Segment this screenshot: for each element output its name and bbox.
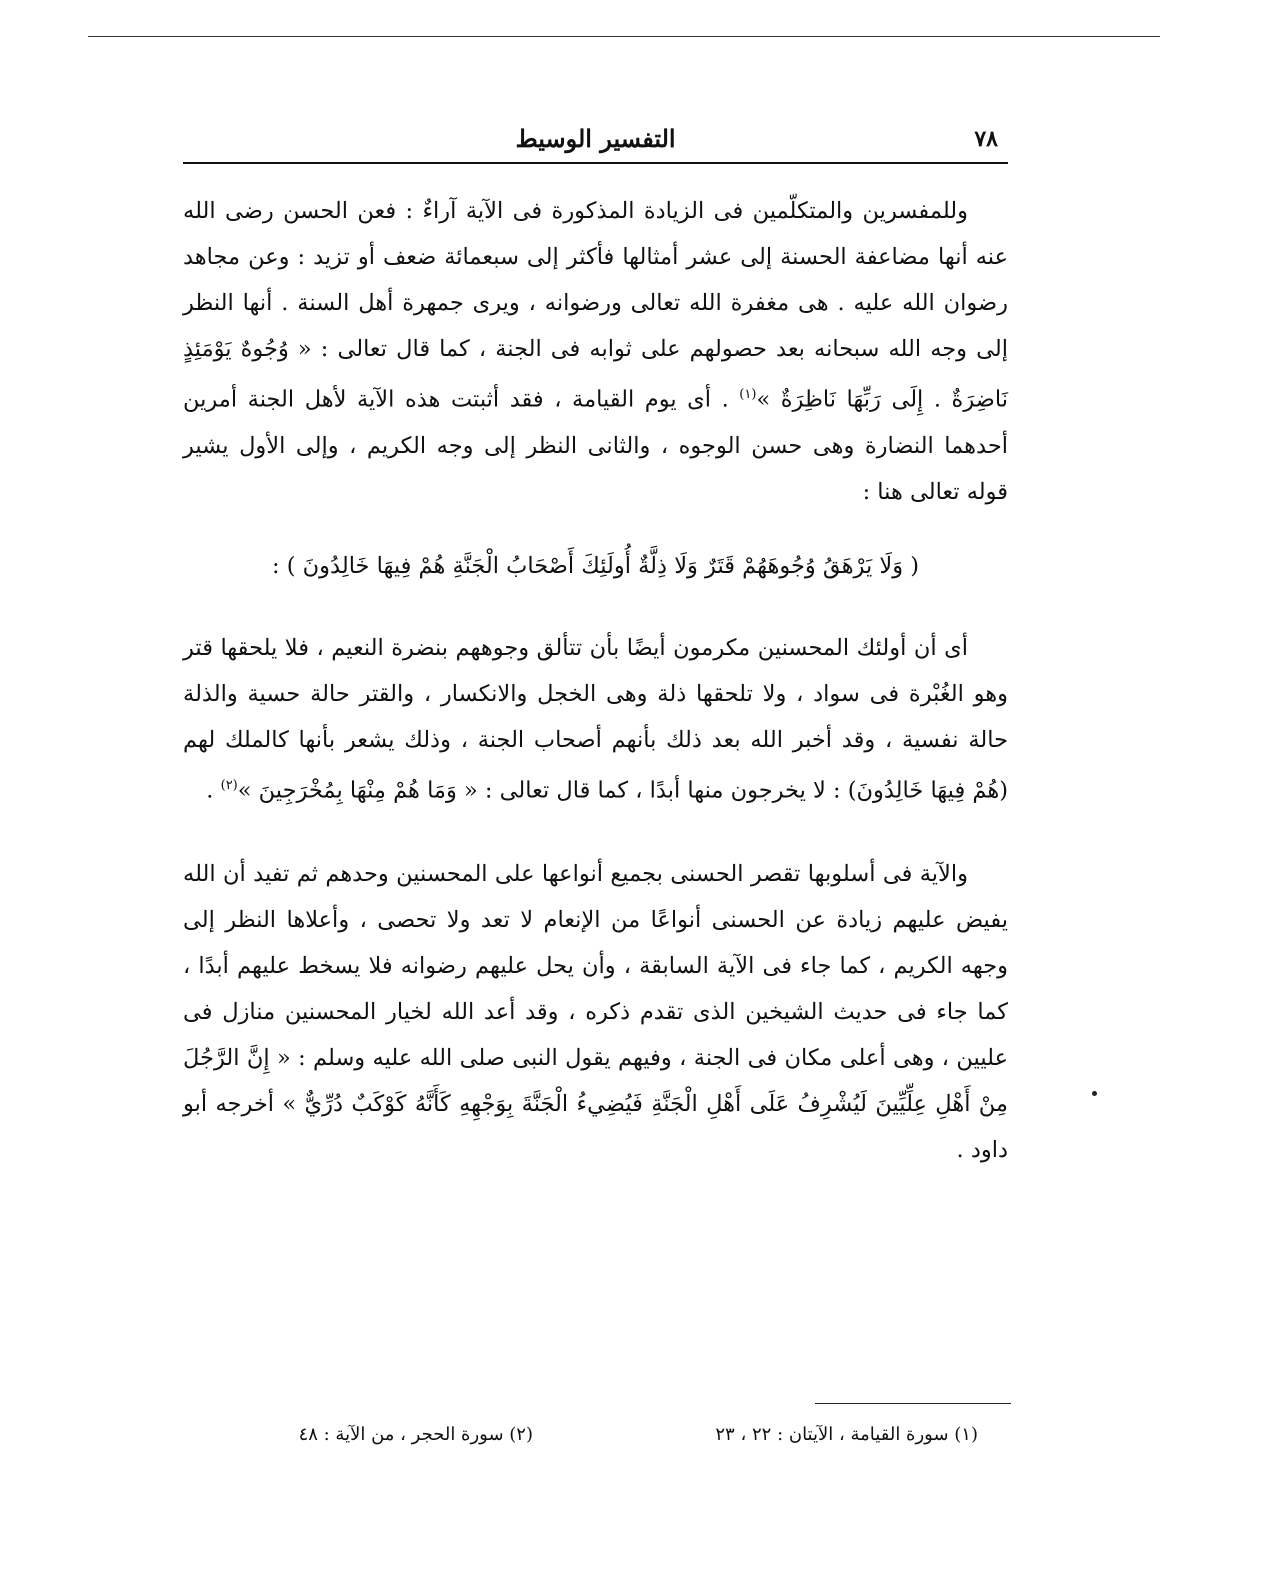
paragraph-1 [183, 188, 1008, 515]
paragraph-1-text: وللمفسرين والمتكلّمين فى الزيادة المذكورة فى الآية آراءٌ : فعن الحسن رضى الله عنه أنها مضاعفة الحسنة إلى عشر أمثالها فأكثر إلى سبعمائة ضعف أو تزيد : وعن مجاهد رضوان الله عليه . هى مغفرة الله تعالى ورضوانه ، ويرى جمهرة أهل السنة . أنها النظر إلى وجه الله سبحانه بعد حصولهم على ثوابه فى الجنة ، كما قال تعالى : « وُجُوهٌ يَوْمَئِذٍ نَاضِرَةٌ . إِلَى رَبِّهَا نَاظِرَةٌ » [183, 198, 1008, 413]
quran-verse: ( وَلَا يَرْهَقُ وُجُوهَهُمْ قَتَرٌ وَلَا ذِلَّةٌ أُولَئِكَ أَصْحَابُ الْجَنَّةِ هُمْ فِيهَا خَالِدُونَ ) : [271, 552, 920, 579]
top-border-line [88, 36, 1160, 37]
footnote-ref-1: (١) [739, 387, 757, 402]
paragraph-2-text: أى أن أولئك المحسنين مكرمون أيضًا بأن تتألق وجوههم بنضرة النعيم ، فلا يلحقها قتر وهو الغُبْرة فى سواد ، ولا تلحقها ذلة وهى الخجل والانكسار ، والقتر حالة حسية والذلة حالة نفسية ، وقد أخبر الله بعد ذلك بأنهم أصحاب الجنة ، وذلك يشعر بأنها كالملك لهم (هُمْ فِيهَا خَالِدُونَ) : لا يخرجون منها أبدًا ، كما قال تعالى : « وَمَا هُمْ مِنْهَا بِمُخْرَجِينَ » [183, 634, 1008, 803]
paragraph-2-end: . [206, 777, 221, 803]
paragraph-3: والآية فى أسلوبها تقصر الحسنى بجميع أنواعها على المحسنين وحدهم ثم تفيد أن الله يفيض عليهم زيادة عن الحسنى أنواعًا من الإنعام لا تعد ولا تحصى ، وأعلاها النظر إلى وجهه الكريم ، كما جاء فى الآية السابقة ، وأن يحل عليهم رضوانه فلا يسخط عليهم أبدًا ، كما جاء فى حديث الشيخين الذى تقدم ذكره ، وقد أعد الله لخيار المحسنين منازل فى عليين ، وهى أعلى مكان فى الجنة ، وفيهم يقول النبى صلى الله عليه وسلم : « إِنَّ الرَّجُلَ مِنْ أَهْلِ عِلِّيِّينَ لَيُشْرِفُ عَلَى أَهْلِ الْجَنَّةِ فَيُضِيءُ الْجَنَّةَ بِوَجْهِهِ كَأَنَّهُ كَوْكَبٌ دُرِّيٌّ » أخرجه أبو داود . [183, 861, 1008, 1163]
page-header [183, 122, 1008, 164]
page-number: ٧٨ [974, 126, 998, 152]
running-title: التفسير الوسيط [515, 124, 676, 153]
footnote-divider [815, 1403, 1011, 1404]
paragraph-1-end: . أى يوم القيامة ، فقد أثبتت هذه الآية لأهل الجنة أمرين أحدهما النضارة وهى حسن الوجوه ، والثانى النظر إلى وجه الكريم ، وإلى الأول يشير قوله تعالى هنا : [183, 386, 1008, 505]
main-text [183, 188, 1008, 1173]
margin-dot [1092, 1091, 1097, 1096]
footnotes [183, 1424, 1008, 1454]
paragraph-2 [183, 625, 1008, 814]
footnote-2: (٢) سورة الحجر ، من الآية : ٤٨ [298, 1424, 533, 1445]
footnote-ref-2: (٢) [220, 777, 238, 793]
footnote-1: (١) سورة القيامة ، الآيتان : ٢٢ ، ٢٣ [715, 1424, 978, 1445]
